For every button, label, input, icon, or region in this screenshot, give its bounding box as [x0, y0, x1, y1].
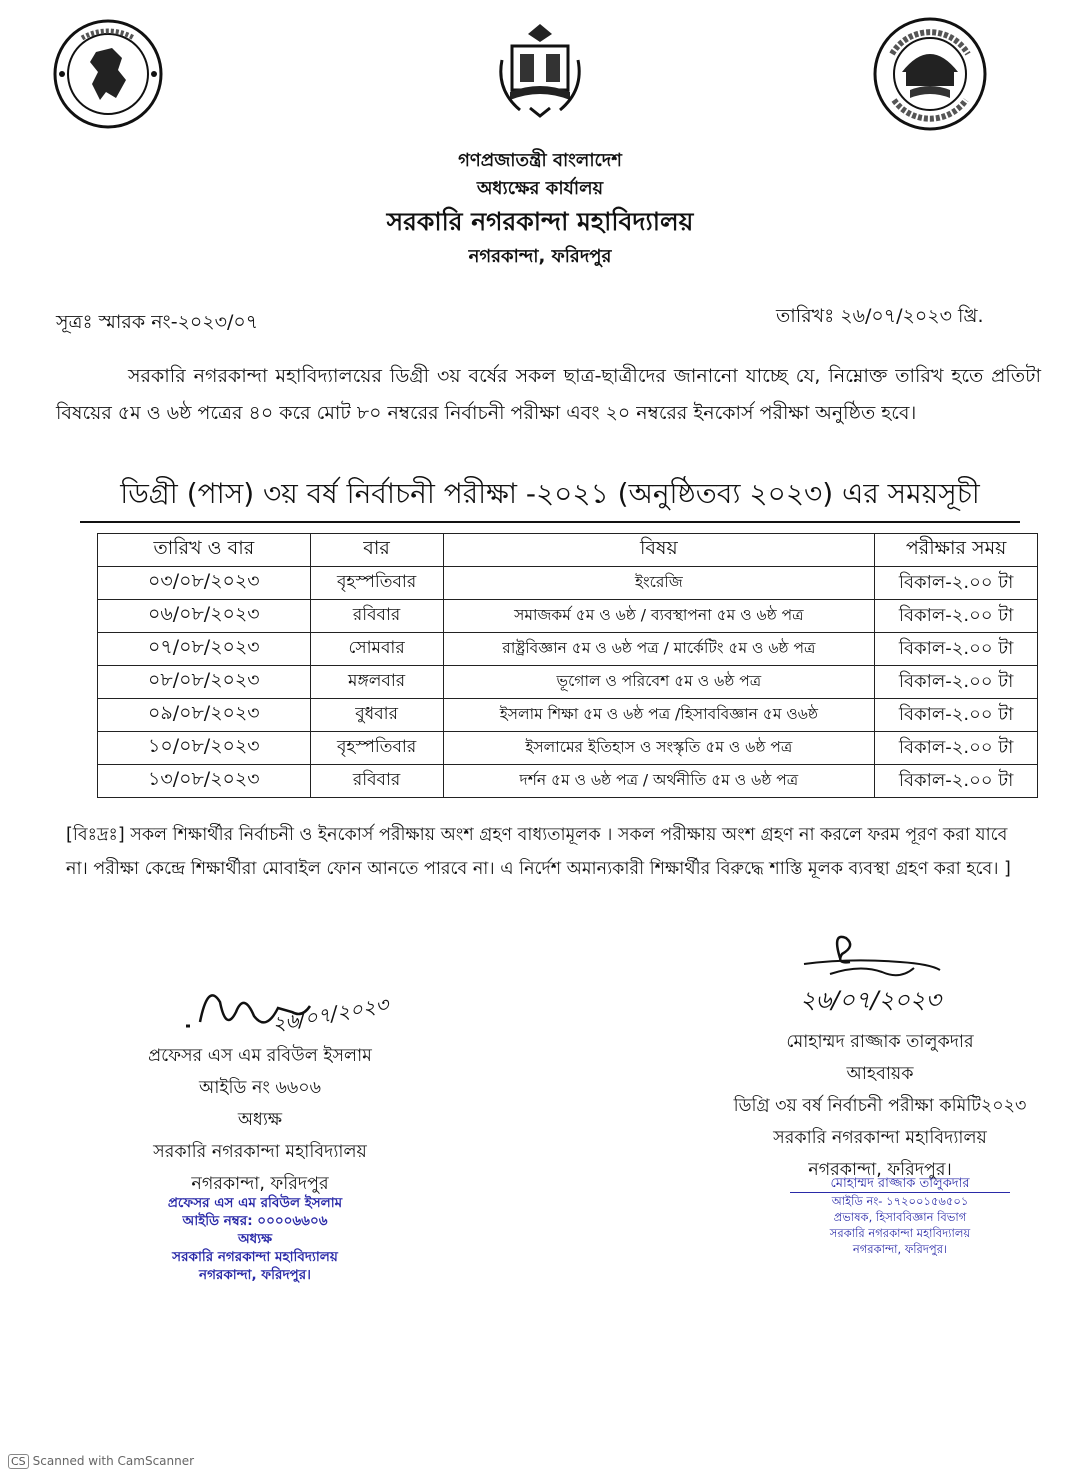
intro-paragraph: সরকারি নগরকান্দা মহাবিদ্যালয়ের ডিগ্রী ৩য় বর্ষের সকল ছাত্র-ছাত্রীদের জানানো যাচ্ছে যে, নিম্নোক্ত তারিখ হতে প্রতিটা বিষয়ের ৫ম ও ৬ষ্ঠ পত্রের ৪০ করে মোট ৮০ নম্বরের নির্বাচনী পরীক্ষা এবং ২০ নম্বরের ইনকোর্স পরীক্ষা অনুষ্ঠিত হবে।: [56, 365, 1041, 424]
row-time: বিকাল-২.০০ টা: [875, 567, 1038, 600]
row-time: বিকাল-২.০০ টা: [875, 600, 1038, 633]
row-day: বুধবার: [310, 699, 443, 732]
scanner-watermark: [8, 1454, 194, 1469]
college-emblem: [490, 20, 590, 120]
row-date: ০৭/০৮/২০২৩: [98, 633, 311, 666]
principal-stamp-line1: প্রফেসর এস এম রবিউল ইসলাম: [167, 1195, 343, 1211]
row-subject: রাষ্ট্রবিজ্ঞান ৫ম ও ৬ষ্ঠ পত্র / মার্কেটিং ৫ম ও ৬ষ্ঠ পত্র: [443, 633, 875, 666]
principal-stamp-line4: সরকারি নগরকান্দা মহাবিদ্যালয়: [172, 1249, 338, 1265]
table-row: [98, 765, 1038, 798]
row-subject: ভূগোল ও পরিবেশ ৫ম ও ৬ষ্ঠ পত্র: [443, 666, 875, 699]
table-row: [98, 600, 1038, 633]
principal-location: নগরকান্দা, ফরিদপুর: [191, 1174, 329, 1194]
college-name: সরকারি নগরকান্দা মহাবিদ্যালয়: [386, 207, 694, 236]
row-date: ০৩/০৮/২০২৩: [98, 567, 311, 600]
convener-stamp-line1: মোহাম্মদ রাজ্জাক তালুকদার: [790, 1176, 1010, 1193]
row-time: বিকাল-২.০০ টা: [875, 765, 1038, 798]
principal-stamp-line5: নগরকান্দা, ফরিদপুর।: [199, 1267, 311, 1283]
convener-stamp-line5: নগরকান্দা, ফরিদপুর।: [852, 1242, 948, 1256]
table-row: [98, 732, 1038, 765]
row-day: বৃহস্পতিবার: [310, 567, 443, 600]
principal-signature-block: [110, 1040, 410, 1200]
convener-stamp-line3: প্রভাষক, হিসাববিজ্ঞান বিভাগ: [833, 1210, 967, 1224]
row-time: বিকাল-২.০০ টা: [875, 633, 1038, 666]
table-row: [98, 633, 1038, 666]
row-date: ০৯/০৮/২০২৩: [98, 699, 311, 732]
education-slogan-seal-right: [872, 16, 988, 132]
row-date: ১০/০৮/২০২৩: [98, 732, 311, 765]
row-time: বিকাল-২.০০ টা: [875, 732, 1038, 765]
memo-date: তারিখঃ ২৬/০৭/২০২৩ খ্রি.: [776, 305, 984, 327]
row-day: বৃহস্পতিবার: [310, 732, 443, 765]
table-header-row: [98, 534, 1038, 567]
header-subject: বিষয়: [443, 534, 875, 567]
convener-committee: ডিগ্রি ৩য় বর্ষ নির্বাচনী পরীক্ষা কমিটি২০২৩: [733, 1096, 1027, 1116]
office-title: অধ্যক্ষের কার্যালয়: [476, 178, 604, 199]
table-row: [98, 567, 1038, 600]
row-date: ০৬/০৮/২০২৩: [98, 600, 311, 633]
camscanner-text: Scanned with CamScanner: [32, 1454, 195, 1468]
row-date: ১৩/০৮/২০২৩: [98, 765, 311, 798]
principal-stamp: [130, 1194, 380, 1284]
convener-location: নগরকান্দা, ফরিদপুর।: [808, 1160, 952, 1180]
schedule-title: ডিগ্রী (পাস) ৩য় বর্ষ নির্বাচনী পরীক্ষা -২০২১ (অনুষ্ঠিতব্য ২০২৩) এর সময়সূচী: [80, 472, 1020, 523]
government-seal-left: [52, 18, 164, 130]
convener-stamp-line4: সরকারি নগরকান্দা মহাবিদ্যালয়: [829, 1226, 971, 1240]
table-row: [98, 666, 1038, 699]
principal-stamp-line3: অধ্যক্ষ: [237, 1231, 273, 1247]
convener-signature-block: [690, 1026, 1070, 1186]
row-date: ০৮/০৮/২০২৩: [98, 666, 311, 699]
row-day: সোমবার: [310, 633, 443, 666]
row-subject: ইসলামের ইতিহাস ও সংস্কৃতি ৫ম ও ৬ষ্ঠ পত্র: [443, 732, 875, 765]
principal-stamp-line2: আইডি নম্বর: ০০০০৬৬০৬: [182, 1213, 328, 1229]
header-date: তারিখ ও বার: [98, 534, 311, 567]
principal-designation: অধ্যক্ষ: [237, 1110, 283, 1130]
row-time: বিকাল-২.০০ টা: [875, 666, 1038, 699]
convener-name: মোহাম্মদ রাজ্জাক তালুকদার: [786, 1032, 974, 1052]
row-subject: ইসলাম শিক্ষা ৫ম ও ৬ষ্ঠ পত্র /হিসাববিজ্ঞান ৫ম ও৬ষ্ঠ: [443, 699, 875, 732]
row-day: রবিবার: [310, 765, 443, 798]
convener-stamp: [790, 1176, 1010, 1257]
convener-role: আহবায়ক: [846, 1064, 914, 1084]
principal-id: আইডি নং ৬৬০৬: [198, 1078, 322, 1098]
convener-signature-date: ২৬/০৭/২০২৩: [800, 986, 942, 1014]
convener-stamp-line2: আইডি নং- ১৭২০০১৫৬৫০১: [831, 1194, 969, 1208]
college-location: নগরকান্দা, ফরিদপুর: [468, 246, 612, 267]
row-time: বিকাল-২.০০ টা: [875, 699, 1038, 732]
table-row: [98, 699, 1038, 732]
row-day: মঙ্গলবার: [310, 666, 443, 699]
convener-handwritten-signature: [790, 928, 990, 1023]
camscanner-badge: CS: [8, 1454, 29, 1469]
header-day: বার: [310, 534, 443, 567]
row-subject: সমাজকর্ম ৫ম ও ৬ষ্ঠ / ব্যবস্থাপনা ৫ম ও ৬ষ্ঠ পত্র: [443, 600, 875, 633]
row-day: রবিবার: [310, 600, 443, 633]
notice-note: [বিঃদ্রঃ] সকল শিক্ষার্থীর নির্বাচনী ও ইনকোর্স পরীক্ষায় অংশ গ্রহণ বাধ্যতামূলক । সকল পরীক্ষায় অংশ গ্রহণ না করলে ফরম পূরণ করা যাবে না। পরীক্ষা কেন্দ্রে শিক্ষার্থীরা মোবাইল ফোন আনতে পারবে না। এ নির্দেশ অমান্যকারী শিক্ষার্থীর বিরুদ্ধে শাস্তি মূলক ব্যবস্থা গ্রহণ করা হবে। ]: [66, 825, 1011, 879]
principal-signature-date: ২৬/০৭/২০২৩: [270, 992, 391, 1037]
country-title: গণপ্রজাতন্ত্রী বাংলাদেশ: [458, 150, 622, 171]
convener-college: সরকারি নগরকান্দা মহাবিদ্যালয়: [773, 1128, 987, 1148]
row-subject: দর্শন ৫ম ও ৬ষ্ঠ পত্র / অর্থনীতি ৫ম ও ৬ষ্ঠ পত্র: [443, 765, 875, 798]
header-time: পরীক্ষার সময়: [875, 534, 1038, 567]
row-subject: ইংরেজি: [443, 567, 875, 600]
exam-schedule-table: [97, 533, 1038, 798]
principal-college: সরকারি নগরকান্দা মহাবিদ্যালয়: [153, 1142, 367, 1162]
memo-reference: সূত্রঃ স্মারক নং-২০২৩/০৭: [56, 311, 259, 333]
principal-name: প্রফেসর এস এম রবিউল ইসলাম: [148, 1046, 372, 1066]
